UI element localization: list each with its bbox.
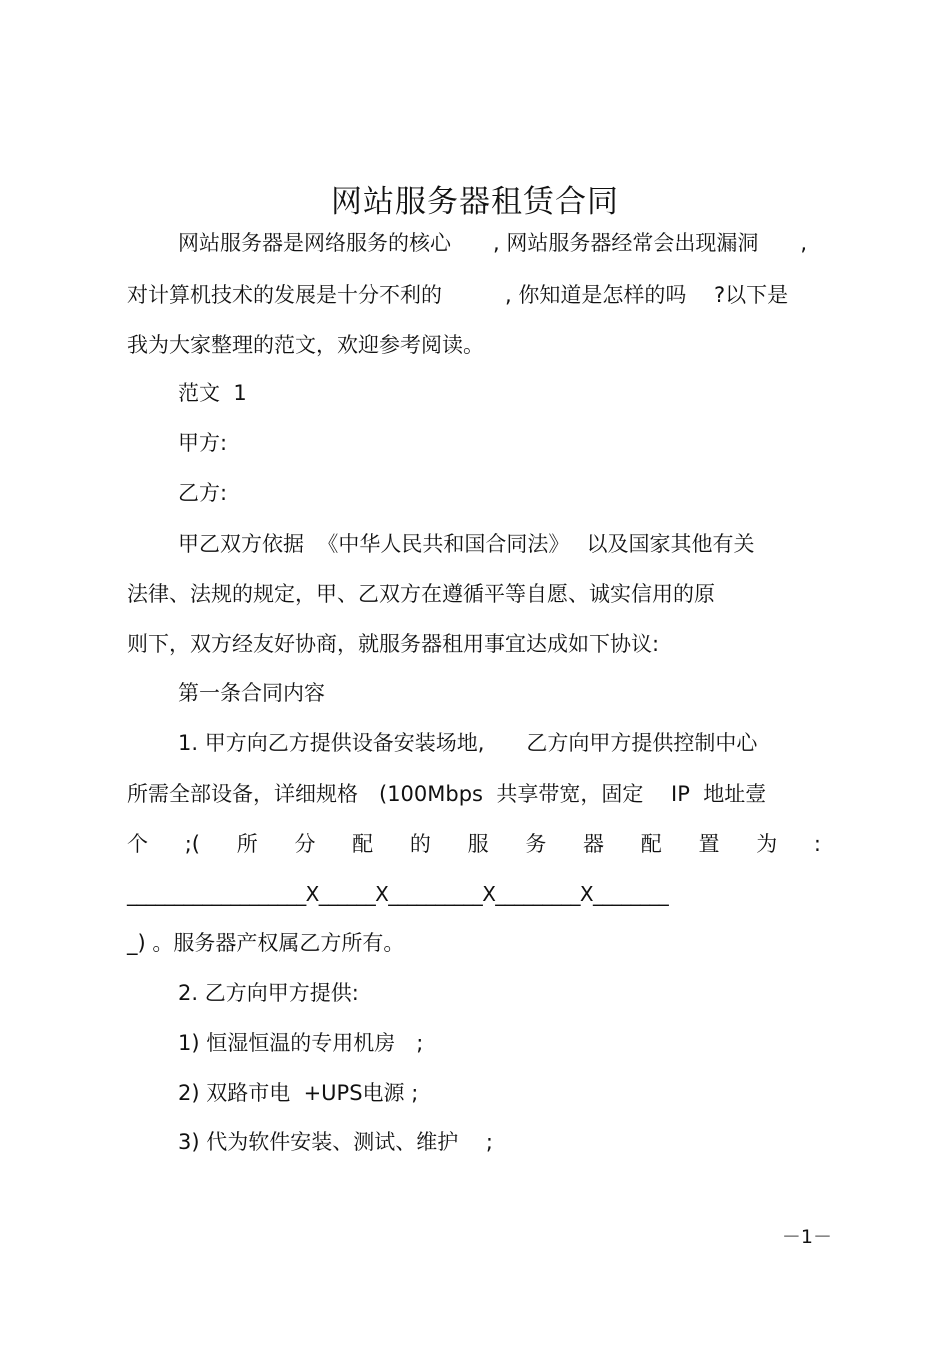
list-item: 3) 代为软件安装、测试、维护 ; [178, 1130, 493, 1154]
spread-char: 为 [756, 832, 778, 856]
paragraph-line: 则下，双方经友好协商，就服务器租用事宜达成如下协议: [127, 632, 660, 656]
paragraph-line: 法律、法规的规定，甲、乙双方在遵循平等自愿、诚实信用的原 [127, 582, 715, 606]
blank-fill-line: ___________________X______X__________X_________X________ [127, 882, 669, 906]
spread-char: 的 [409, 832, 431, 856]
justified-line [127, 830, 821, 858]
list-item: 2) 双路市电 +UPS电源 ; [178, 1081, 419, 1105]
spread-char: 器 [583, 832, 605, 856]
paragraph-line: 我为大家整理的范文，欢迎参考阅读。 [127, 333, 484, 357]
spread-char: 所 [236, 832, 258, 856]
spread-char: 个 [127, 832, 148, 856]
spread-char: 服 [467, 832, 489, 856]
sample-heading: 范文 1 [178, 381, 247, 405]
list-item: 1) 恒湿恒温的专用机房 ; [178, 1031, 424, 1055]
party-a-label: 甲方: [178, 431, 228, 455]
spread-char: ;( [184, 832, 200, 856]
paragraph-line: _) 。服务器产权属乙方所有。 [127, 931, 405, 955]
party-b-label: 乙方: [178, 481, 228, 505]
spread-char: 配 [640, 832, 662, 856]
paragraph-line: 1. 甲方向乙方提供设备安装场地, 乙方向甲方提供控制中心 [178, 731, 758, 755]
spread-char: 分 [294, 832, 316, 856]
page-number: －1－ [781, 1226, 832, 1248]
spread-char: 务 [525, 832, 547, 856]
spread-char: 置 [698, 832, 720, 856]
spread-char: 配 [352, 832, 374, 856]
paragraph-line: 2. 乙方向甲方提供: [178, 981, 359, 1005]
article-heading: 第一条合同内容 [178, 681, 325, 705]
document-title: 网站服务器租赁合同 [331, 184, 619, 220]
paragraph-line: 对计算机技术的发展是十分不利的 , 你知道是怎样的吗 ?以下是 [127, 283, 789, 307]
spread-char: : [813, 832, 821, 856]
paragraph-line: 网站服务器是网络服务的核心 , 网站服务器经常会出现漏洞 , [178, 231, 808, 255]
paragraph-line: 所需全部设备，详细规格 (100Mbps 共享带宽，固定 IP 地址壹 [127, 782, 767, 806]
paragraph-line: 甲乙双方依据 《中华人民共和国合同法》 以及国家其他有关 [178, 532, 755, 556]
